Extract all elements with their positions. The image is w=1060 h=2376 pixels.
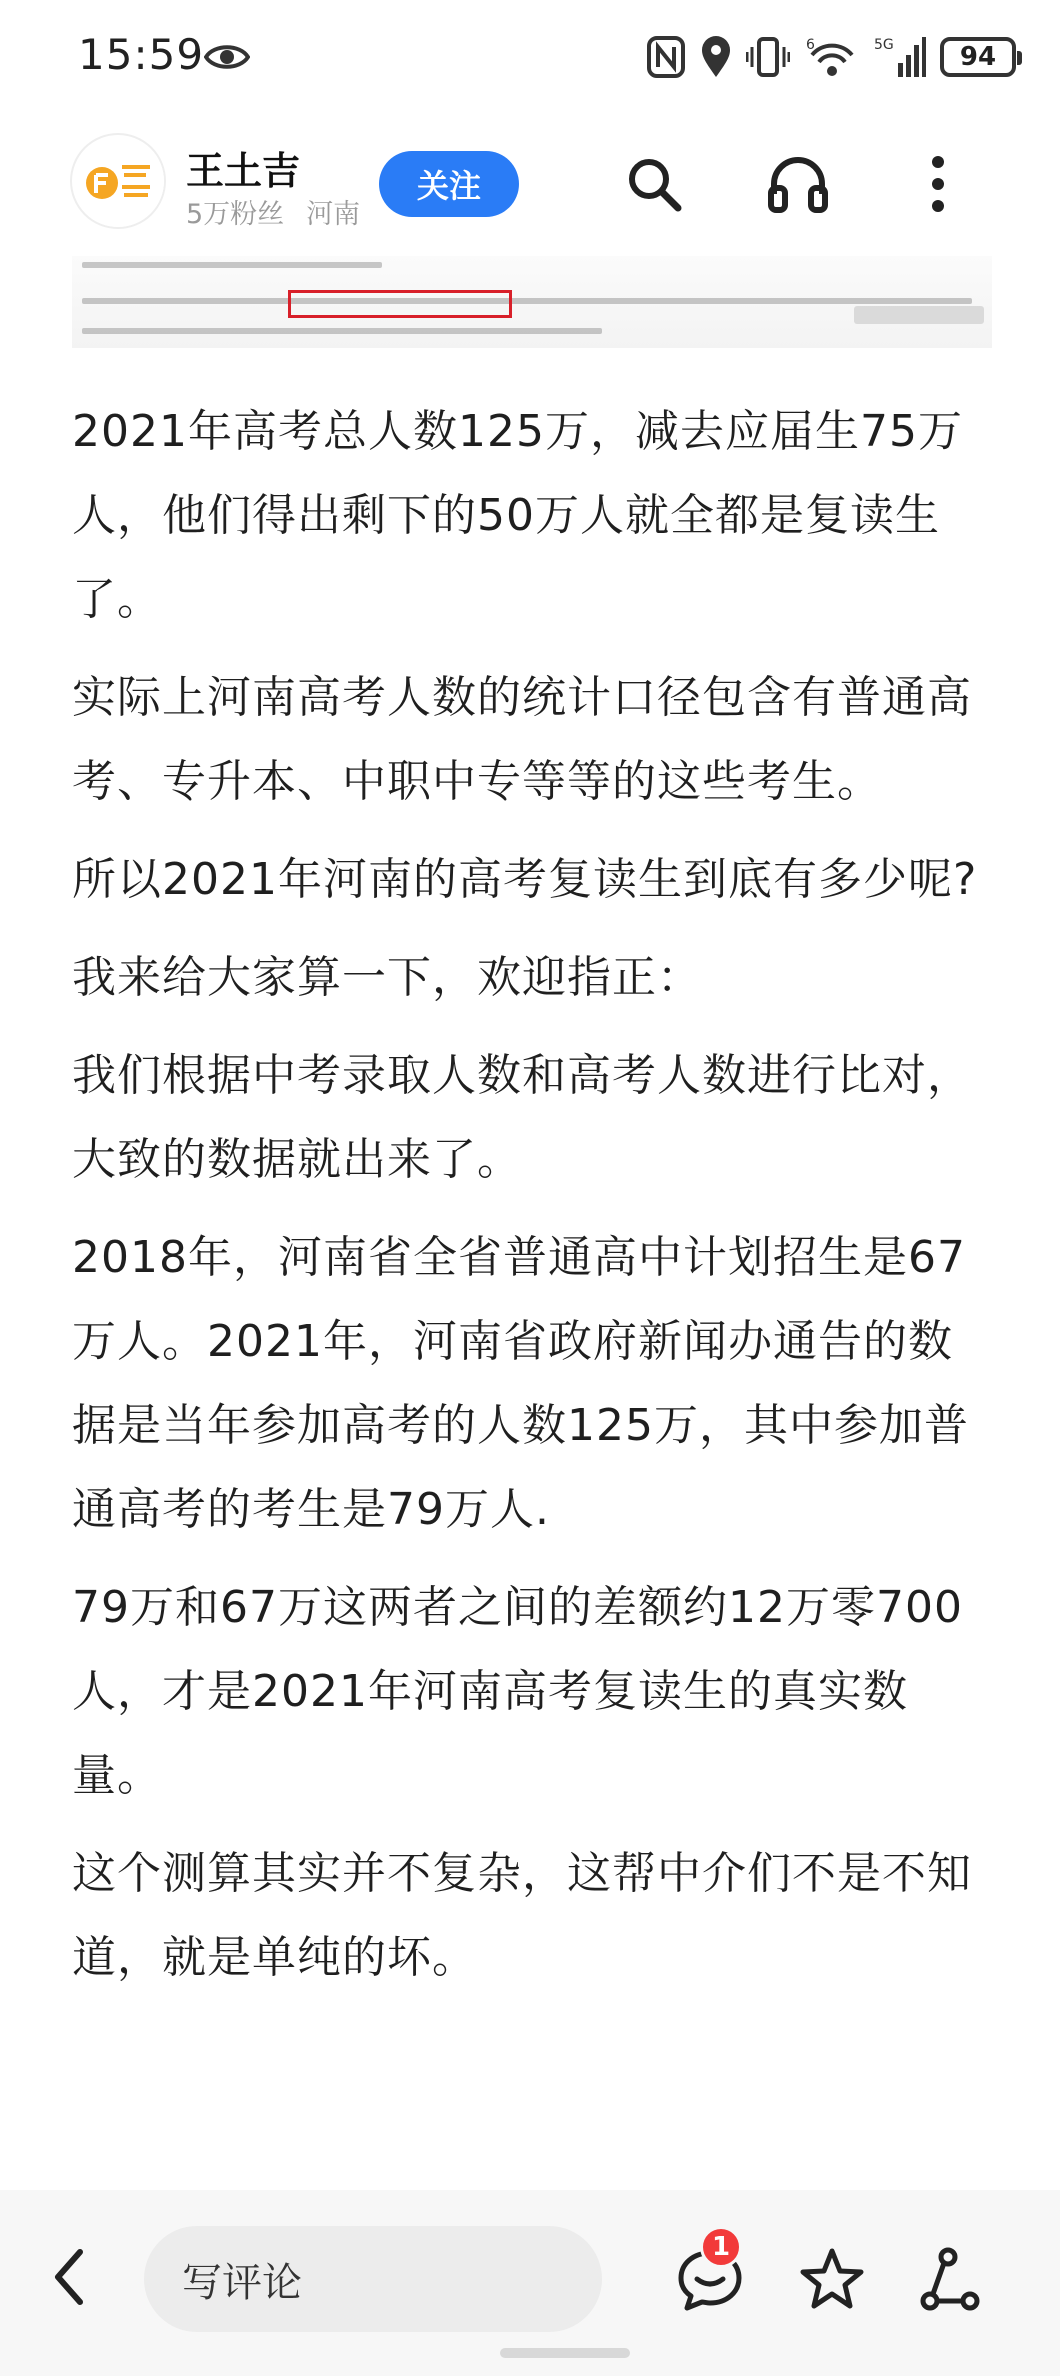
comment-input[interactable]: 写评论 (144, 2226, 602, 2332)
avatar[interactable] (70, 133, 166, 229)
star-icon[interactable] (794, 2242, 870, 2318)
share-icon[interactable] (912, 2242, 988, 2318)
nfc-icon (646, 35, 686, 79)
bottom-action-bar (0, 2190, 1060, 2376)
wifi-icon (804, 35, 860, 79)
svg-text:5G: 5G (874, 37, 894, 53)
author-name[interactable]: 王土吉 (186, 149, 301, 193)
search-icon[interactable] (622, 152, 686, 216)
status-bar (0, 0, 1060, 116)
author-header (0, 116, 1060, 256)
eye-icon (204, 40, 250, 74)
article-paragraph: 2021年高考总人数125万，减去应届生75万人，他们得出剩下的50万人就全都是复读生了。 (72, 406, 963, 625)
svg-text:6: 6 (806, 37, 815, 53)
follow-button[interactable]: 关注 (379, 151, 519, 217)
article-paragraph: 2018年，河南省全省普通高中计划招生是67万人。2021年，河南省政府新闻办通告的数据是当年参加高考的人数125万，其中参加普通高考的考生是79万人. (72, 1232, 969, 1535)
vibrate-icon (746, 35, 790, 79)
image-highlight-box (288, 290, 512, 318)
battery-indicator: 94 (940, 37, 1016, 77)
article-paragraph: 79万和67万这两者之间的差额约12万零700人，才是2021年河南高考复读生的真实数量。 (72, 1582, 963, 1801)
article-paragraph: 所以2021年河南的高考复读生到底有多少呢? (72, 854, 978, 905)
avatar-logo-icon (72, 135, 166, 229)
author-meta (186, 192, 382, 231)
back-icon[interactable] (46, 2242, 94, 2312)
article-paragraph: 实际上河南高考人数的统计口径包含有普通高考、专升本、中职中专等等的这些考生。 (72, 672, 972, 807)
image-text-line (82, 298, 972, 304)
image-text-line (82, 262, 382, 268)
status-time: 15:59 (78, 30, 205, 79)
headphones-icon[interactable] (766, 152, 830, 216)
comment-count-badge: 1 (700, 2226, 742, 2268)
article-image[interactable] (72, 256, 992, 348)
more-vertical-icon[interactable] (906, 152, 970, 216)
image-text-line (82, 328, 602, 334)
status-icons (646, 30, 1016, 84)
fans-count: 5万粉丝 (186, 199, 285, 230)
article-paragraph: 这个测算其实并不复杂，这帮中介们不是不知道，就是单纯的坏。 (72, 1848, 972, 1983)
image-watermark (854, 306, 984, 324)
location-icon (700, 35, 732, 79)
signal-icon (874, 35, 926, 79)
author-location: 河南 (306, 199, 361, 230)
article-body (72, 390, 992, 2014)
article-paragraph: 我们根据中考录取人数和高考人数进行比对，大致的数据就出来了。 (72, 1050, 972, 1185)
article-paragraph: 我来给大家算一下，欢迎指正： (72, 952, 702, 1003)
home-indicator (500, 2348, 630, 2358)
